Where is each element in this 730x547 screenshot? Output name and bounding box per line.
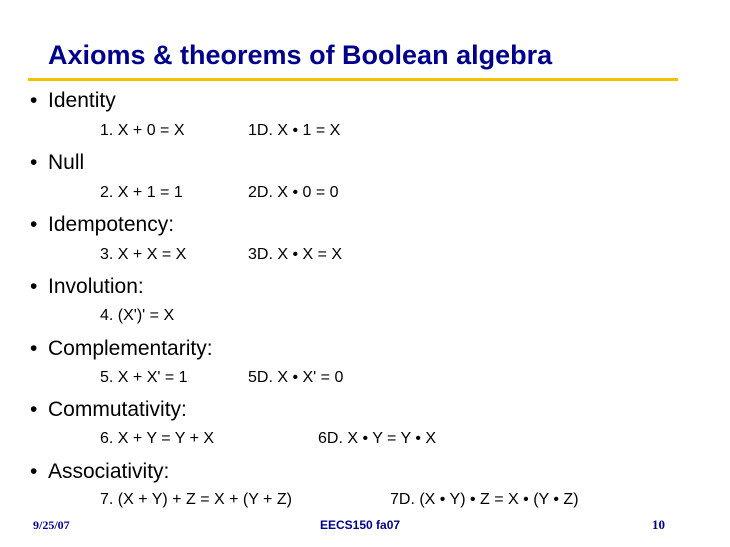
section-heading-label: Involution: (48, 275, 144, 298)
section-heading-label: Identity (48, 89, 116, 112)
bullet-marker: • (30, 337, 38, 360)
section-heading-idempotency (30, 213, 174, 237)
theorem-complementarity-dual: 5D. X • X' = 0 (248, 369, 344, 386)
bullet-marker: • (30, 275, 38, 298)
section-heading-associativity (30, 460, 169, 484)
theorem-complementarity: 5. X + X' = 1 (100, 369, 188, 386)
title-underline (28, 78, 678, 81)
theorem-involution: 4. (X')' = X (100, 307, 175, 324)
theorem-idempotency-dual: 3D. X • X = X (248, 246, 343, 263)
section-heading-commutativity (30, 398, 187, 422)
section-heading-complementarity (30, 337, 213, 361)
theorem-associativity: 7. (X + Y) + Z = X + (Y + Z) (100, 491, 292, 508)
section-heading-null (30, 151, 84, 175)
theorem-commutativity-dual: 6D. X • Y = Y • X (318, 430, 437, 447)
axiom-identity-dual: 1D. X • 1 = X (248, 122, 341, 139)
section-heading-label: Associativity: (48, 460, 170, 483)
bullet-marker: • (30, 89, 38, 112)
section-heading-label: Commutativity: (48, 398, 187, 421)
footer-date: 9/25/07 (33, 518, 70, 532)
section-heading-identity (30, 89, 116, 113)
theorem-commutativity: 6. X + Y = Y + X (100, 430, 215, 447)
bullet-marker: • (30, 151, 38, 174)
slide-title: Axioms & theorems of Boolean algebra (48, 40, 553, 70)
footer-course-label: EECS150 fa07 (320, 518, 401, 532)
page-number: 10 (652, 517, 665, 532)
theorem-idempotency: 3. X + X = X (100, 246, 187, 263)
axiom-identity: 1. X + 0 = X (100, 122, 185, 139)
section-heading-involution (30, 275, 144, 299)
section-heading-label: Complementarity: (48, 337, 213, 360)
axiom-null-dual: 2D. X • 0 = 0 (248, 184, 339, 201)
bullet-marker: • (30, 398, 38, 421)
bullet-marker: • (30, 460, 38, 483)
section-heading-label: Idempotency: (48, 213, 175, 236)
bullet-marker: • (30, 213, 38, 236)
theorem-associativity-dual: 7D. (X • Y) • Z = X • (Y • Z) (390, 491, 579, 508)
section-heading-label: Null (48, 151, 85, 174)
axiom-null: 2. X + 1 = 1 (100, 184, 183, 201)
